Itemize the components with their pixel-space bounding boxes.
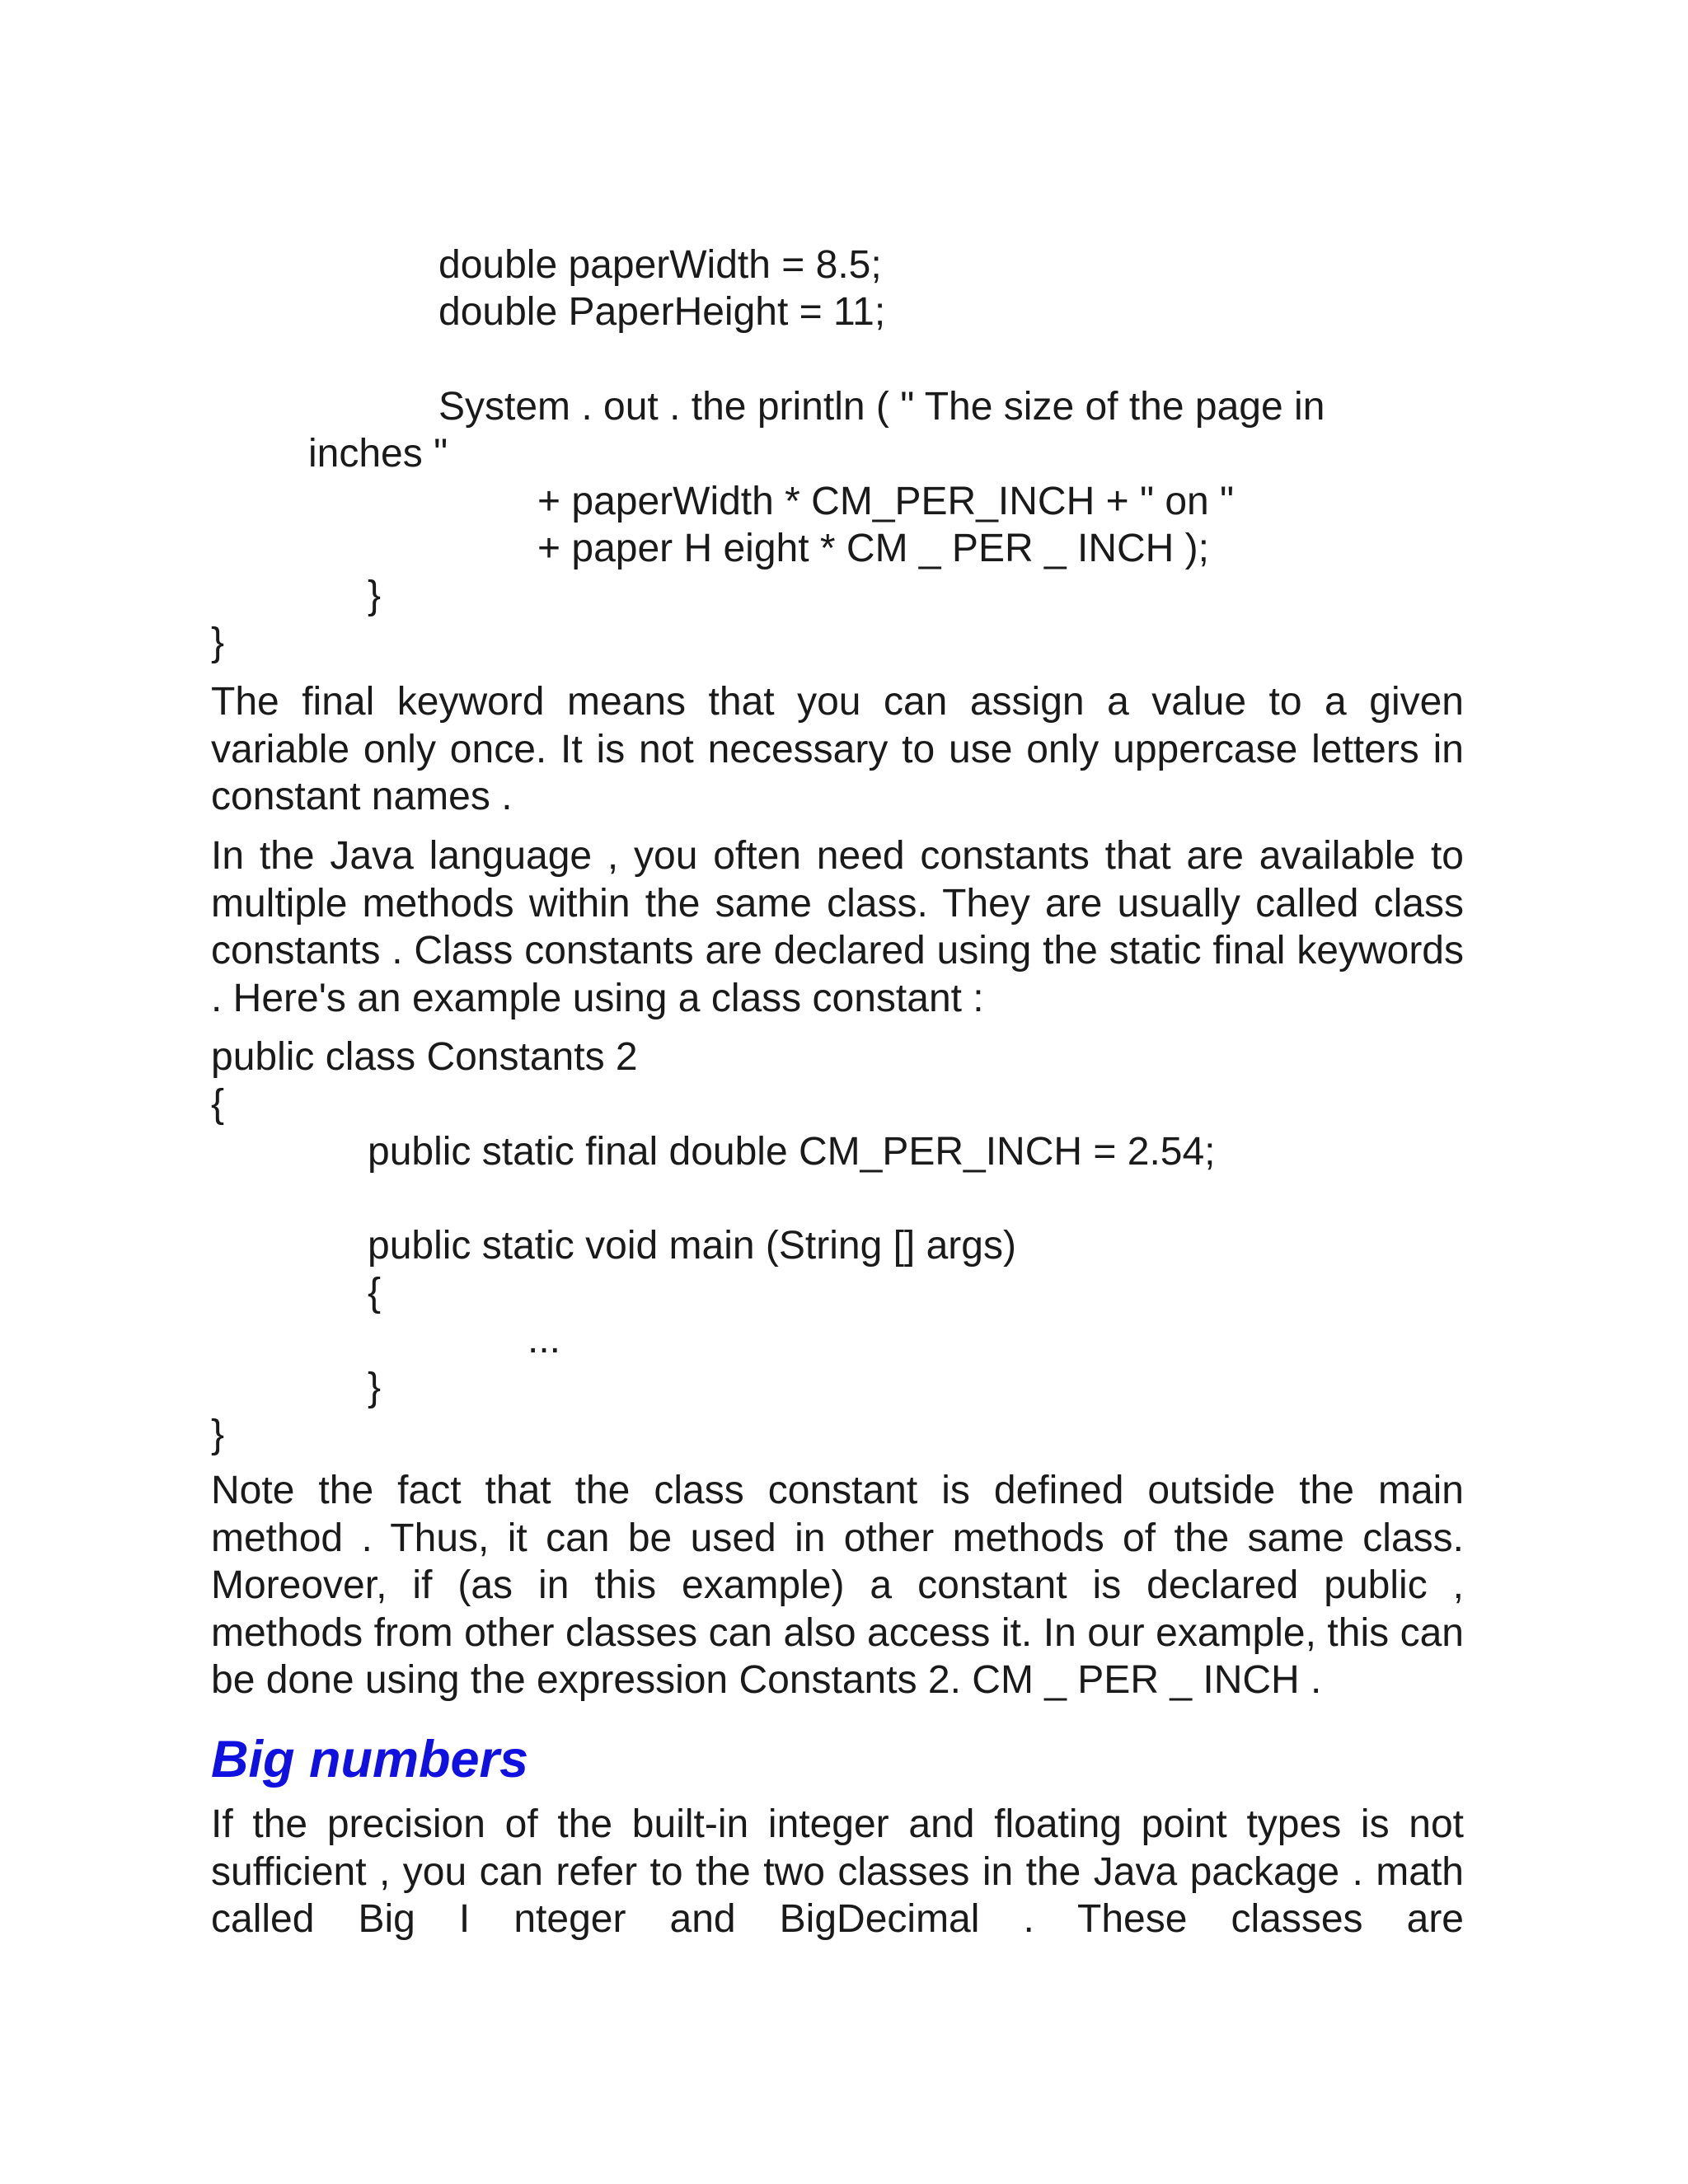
code-line: + paper H eight * CM _ PER _ INCH ); [537,527,1209,570]
code-line: { [211,1082,225,1126]
code-line: + paperWidth * CM_PER_INCH + " on " [537,480,1235,523]
code-line: { [368,1271,382,1315]
body-paragraph: If the precision of the built-in integer and floating point types is not sufficient , you can refer to the two classes in the Java package . math called Big I nteger and BigDecimal . These classes are [211,1802,1464,1941]
section-heading: Big numbers [211,1731,529,1788]
code-line: inches " [308,432,448,476]
code-line: } [211,621,225,664]
body-paragraph: Note the fact that the class constant is defined outside the main method . Thus, it can be used in other methods of the same class. Moreover, if (as in this example) a constant is declared public , methods from other classes can also access it. In our example, this can be done using the expression Constants 2. CM _ PER _ INCH . [211,1469,1464,1702]
code-line: public static final double CM_PER_INCH = 2.54; [368,1130,1216,1174]
body-paragraph: The final keyword means that you can assign a value to a given variable only once. It is not necessary to use only uppercase letters in constant names . [211,680,1464,818]
code-line: } [368,574,382,617]
code-line: public static void main (String [] args) [368,1224,1016,1268]
code-line: } [368,1366,382,1409]
code-line: System . out . the println ( " The size of the page in [438,385,1325,429]
code-line: public class Constants 2 [211,1035,638,1079]
code-line: double paperWidth = 8.5; [438,243,882,287]
code-line: } [211,1413,225,1456]
body-paragraph: In the Java language , you often need constants that are available to multiple methods within the same class. They are usually called class constants . Class constants are declared using the static final keywords . Here's an example using a class constant : [211,834,1464,1020]
code-line: ... [528,1318,561,1361]
code-line: double PaperHeight = 11; [438,290,886,334]
